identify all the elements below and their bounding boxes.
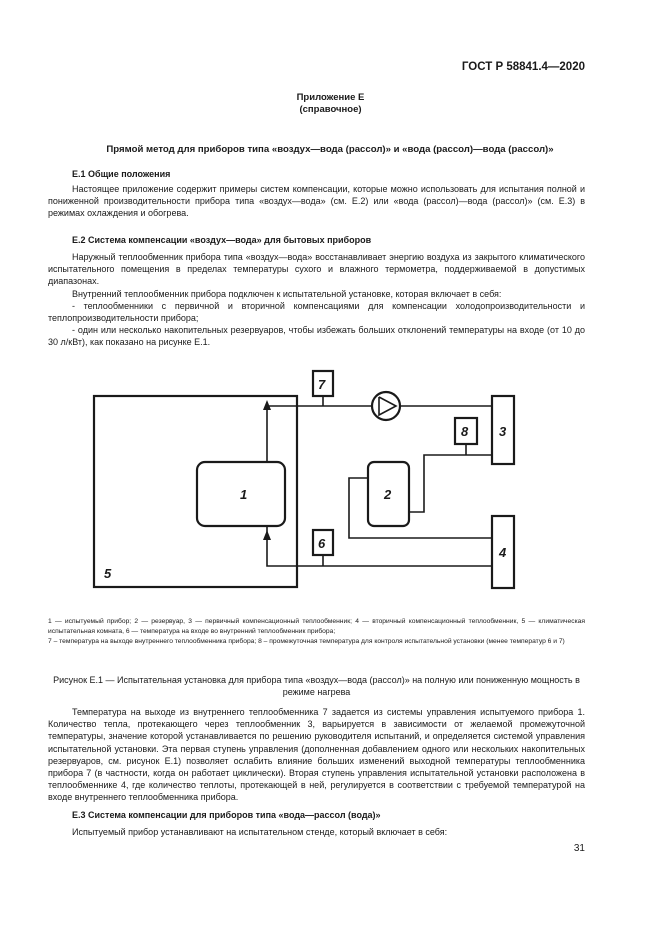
figure-legend (48, 617, 585, 647)
paragraph: Наружный теплообменник прибора типа «воздух—вода» восстанавливает энергию воздуха из закрытого климатического испытательного помещения в пределах температуры сухого и влажного термометра, поддерживаемой в допустимых диапазонах. (48, 252, 585, 287)
appendix-subtitle: (справочное) (299, 104, 362, 115)
section-e1-heading: Е.1 Общие положения (72, 169, 171, 179)
inlet-pipe (267, 526, 492, 566)
legend-line: 1 — испытуемый прибор; 2 — резервуар, 3 — первичный компенсационный теплообменник; 4 — вторичный компенсационный теплообменник, 5 — климатическая испытательная комната, 6 — температура на входе во внутренний теплообменник прибора; (48, 618, 585, 635)
label-secondary-exchanger: 4 (499, 545, 507, 560)
figure-caption: Рисунок Е.1 — Испытательная установка для прибора типа «воздух—вода (рассол)» на полную или пониженную мощность в режиме нагрева (53, 675, 580, 697)
paragraph: Испытуемый прибор устанавливают на испытательном стенде, который включает в себя: (72, 827, 448, 837)
label-climate-room: 5 (104, 566, 112, 581)
inlet-arrow-icon (263, 530, 271, 540)
outlet-pipe (267, 406, 372, 462)
label-reservoir: 2 (384, 487, 392, 502)
label-sensor-7: 7 (318, 377, 326, 392)
reservoir-outlet-pipe (409, 455, 492, 512)
section-e3-heading: Е.3 Система компенсации для приборов типа «вода—рассол (вода)» (72, 810, 381, 820)
paragraph: Настоящее приложение содержит примеры систем компенсации, которые можно использовать для испытания полной и пониженной производительности прибора типа «воздух—вода» (см. Е.2) или «вода (рассол)—вода (рассол)» (см. Е.3) в режимах охлаждения и обогрева. (48, 184, 585, 219)
paragraph: Температура на выходе из внутреннего теплообменника 7 задается из системы управления испытуемого прибора 1. Количество тепла, протекающего через теплообменник 3, варьируется в зависимости от желаемой промежуточной температуры, значение которой устанавливается по решению руководителя испытаний, и определяется системой управления испытательной установки. Эта первая ступень управления (дополненная добавлением одного или нескольких накопительных резервуаров, см. рисунок Е.1) позволяет ослабить влияние больших изменений выходной температуры теплообменника прибора 7 (в частности, когда он работает циклически). Вторая ступень управления испытательной установки расположена в теплообменнике 4, где количество теплоты, протекающей в ней, регулируется в соответствии с требуемой температурой на входе внутреннего теплообменника прибора. (48, 707, 585, 803)
outlet-arrow-icon (263, 400, 271, 410)
paragraph: - один или несколько накопительных резервуаров, чтобы избежать больших отклонений температуры на входе (от 10 до 30 л/кВт), как показано на рисунке Е.1. (48, 325, 585, 348)
paragraph: Внутренний теплообменник прибора подключен к испытательной установке, которая включает в себя: (72, 288, 502, 299)
reservoir-to-exchanger4-pipe (349, 478, 492, 538)
label-sensor-8: 8 (461, 424, 469, 439)
label-primary-exchanger: 3 (499, 424, 507, 439)
label-sensor-6: 6 (318, 536, 326, 551)
page-number: 31 (573, 843, 585, 854)
section-e3-text (48, 826, 585, 838)
section-e2-heading: Е.2 Система компенсации «воздух—вода» для бытовых приборов (72, 235, 372, 245)
legend-line: 7 – температура на выходе внутреннего теплообменника прибора; 8 – промежуточная температура для контроля испытательной установки (менее температур 6 и 7) (48, 638, 565, 645)
after-figure-text (48, 706, 585, 804)
pump-arrow (379, 397, 396, 415)
main-title: Прямой метод для приборов типа «воздух—вода (рассол)» и «вода (рассол)—вода (рассол)» (106, 144, 554, 155)
standard-number: ГОСТ Р 58841.4—2020 (461, 61, 585, 73)
paragraph: - теплообменники с первичной и вторичной компенсациями для компенсации холодопроизводительности и теплопроизводительности прибора; (48, 300, 585, 324)
appendix-title: Приложение Е (296, 92, 365, 103)
label-device: 1 (240, 487, 248, 502)
